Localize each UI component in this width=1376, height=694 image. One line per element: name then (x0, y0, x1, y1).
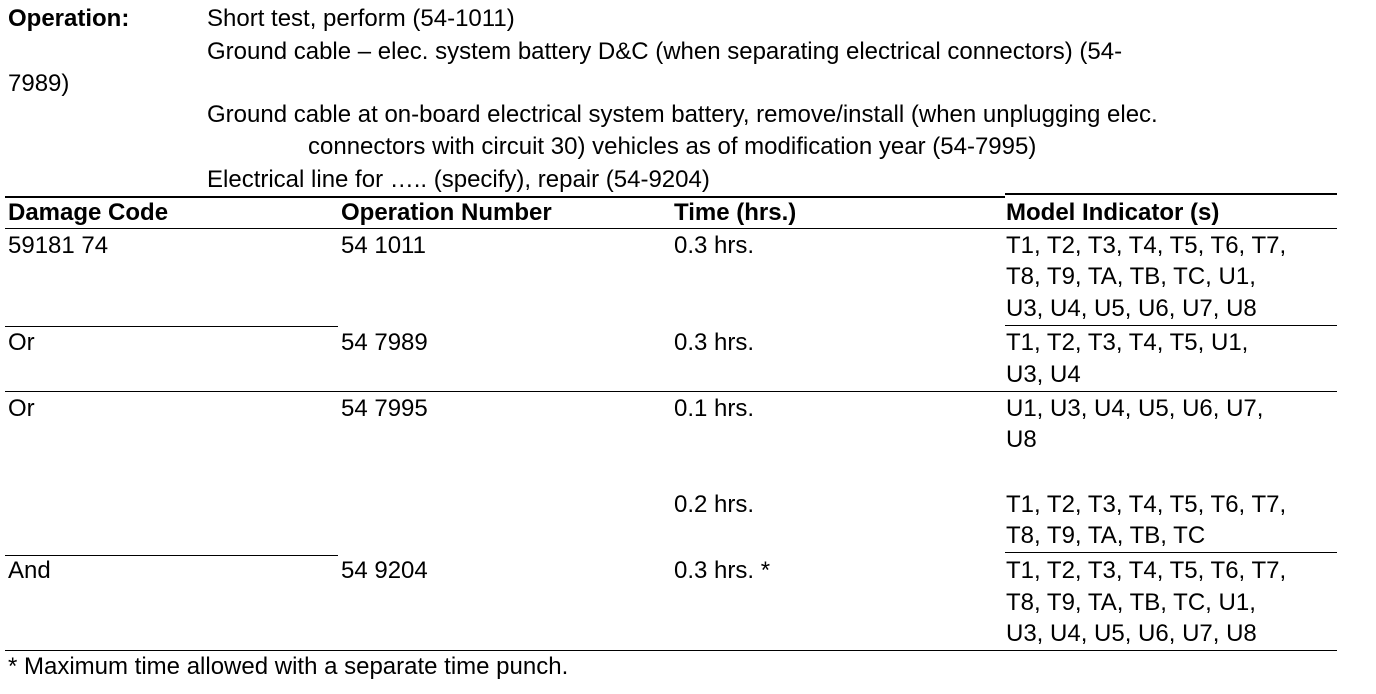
header-operation-number: Operation Number (341, 199, 552, 226)
cell-operation-number: 54 1011 (341, 232, 426, 259)
table-rule (1005, 193, 1337, 195)
cell-time: 0.2 hrs. (674, 491, 755, 518)
cell-time: 0.1 hrs. (674, 395, 755, 422)
cell-damage-code: And (8, 557, 51, 584)
row-rule (5, 555, 338, 556)
cell-damage-code: Or (8, 329, 35, 356)
cell-operation-number: 54 7995 (341, 395, 428, 422)
cell-operation-number: 54 9204 (341, 557, 428, 584)
operation-line: Short test, perform (54-1011) (207, 5, 515, 32)
header-time: Time (hrs.) (674, 199, 797, 226)
operation-line: Ground cable – elec. system battery D&C (when separating electrical connectors) (54- (207, 38, 1123, 65)
cell-model: T1, T2, T3, T4, T5, T6, T7, (1006, 557, 1287, 584)
cell-model: T1, T2, T3, T4, T5, T6, T7, (1006, 491, 1287, 518)
cell-time: 0.3 hrs. (674, 232, 755, 259)
cell-model: U3, U4 (1006, 361, 1081, 388)
cell-operation-number: 54 7989 (341, 329, 428, 356)
footnote: * Maximum time allowed with a separate time punch. (8, 653, 569, 680)
cell-model: U3, U4, U5, U6, U7, U8 (1006, 620, 1257, 647)
header-rule (5, 228, 1337, 229)
cell-model: T1, T2, T3, T4, T5, T6, T7, (1006, 232, 1287, 259)
cell-time: 0.3 hrs. * (674, 557, 771, 584)
header-model-indicator: Model Indicator (s) (1006, 199, 1220, 226)
operation-label: Operation: (8, 5, 130, 32)
header-damage-code: Damage Code (8, 199, 169, 226)
row-rule (1005, 325, 1337, 326)
operation-line: 7989) (8, 70, 70, 97)
table-bottom-rule (5, 650, 1337, 651)
cell-model: U3, U4, U5, U6, U7, U8 (1006, 295, 1257, 322)
operation-line: connectors with circuit 30) vehicles as of modification year (54-7995) (308, 133, 1037, 160)
cell-time: 0.3 hrs. (674, 329, 755, 356)
cell-model: T8, T9, TA, TB, TC, U1, (1006, 589, 1256, 616)
cell-model: T1, T2, T3, T4, T5, U1, (1006, 329, 1249, 356)
row-rule (5, 326, 338, 327)
cell-model: U8 (1006, 426, 1037, 453)
row-rule (1005, 552, 1337, 553)
operation-line: Ground cable at on-board electrical system battery, remove/install (when unplugging elec. (207, 101, 1158, 128)
operation-line: Electrical line for ….. (specify), repair (54-9204) (207, 166, 710, 193)
cell-model: T8, T9, TA, TB, TC, U1, (1006, 263, 1256, 290)
cell-model: U1, U3, U4, U5, U6, U7, (1006, 395, 1264, 422)
cell-model: T8, T9, TA, TB, TC (1006, 522, 1206, 549)
cell-damage-code: 59181 74 (8, 232, 109, 259)
cell-damage-code: Or (8, 395, 35, 422)
row-rule (5, 391, 1337, 392)
